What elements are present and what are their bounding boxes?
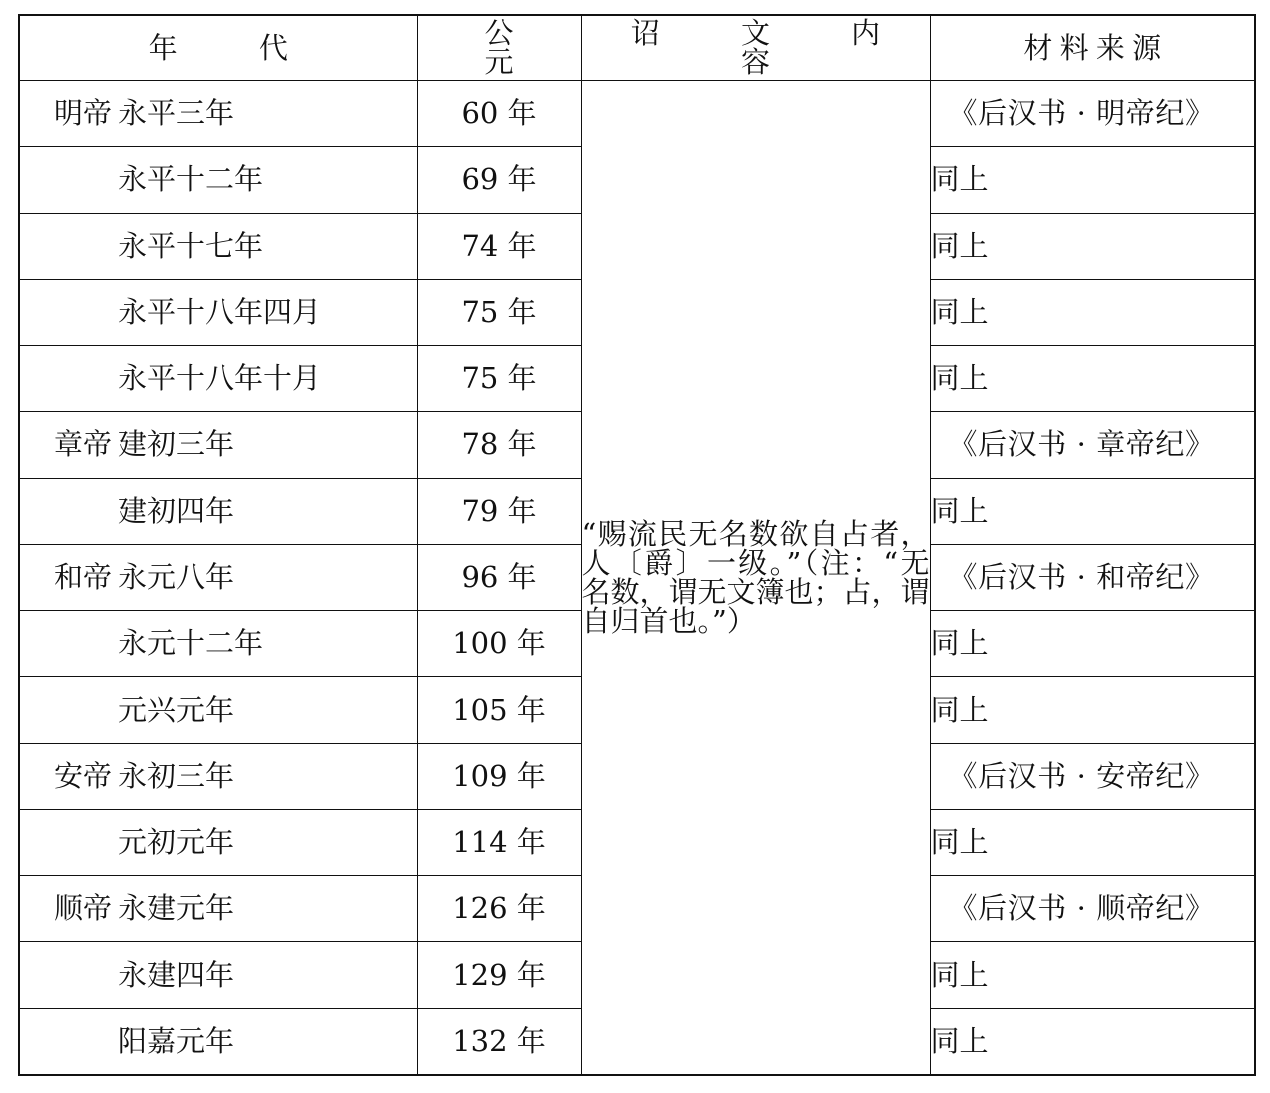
reign-year: 建初三年 — [118, 427, 235, 462]
source-reference: 同上 — [930, 478, 1255, 544]
ce-year: 75 年 — [417, 279, 581, 345]
ce-year: 114 年 — [417, 809, 581, 875]
reign-year: 永平十八年四月 — [118, 294, 322, 329]
source-reference: 同上 — [930, 1008, 1255, 1075]
emperor-name: 和帝 — [54, 559, 113, 594]
ce-year: 126 年 — [417, 876, 581, 942]
reign-year: 永元十二年 — [118, 626, 264, 661]
emperor-name: 章帝 — [54, 427, 113, 462]
header-row — [19, 15, 1255, 81]
source-reference: 同上 — [930, 346, 1255, 412]
era-cell — [19, 942, 417, 1008]
source-reference: 《后汉书 · 顺帝纪》 — [930, 876, 1255, 942]
ce-year: 96 年 — [417, 544, 581, 610]
ce-year: 60 年 — [417, 81, 581, 147]
reign-year: 建初四年 — [118, 493, 235, 528]
header-source: 材料来源 — [930, 15, 1255, 81]
source-reference: 同上 — [930, 213, 1255, 279]
era-cell — [19, 213, 417, 279]
reign-year: 元兴元年 — [118, 692, 235, 727]
header-era: 年 代 — [19, 15, 417, 81]
emperor-name: 明帝 — [54, 96, 113, 131]
era-cell — [19, 544, 417, 610]
ce-year: 100 年 — [417, 611, 581, 677]
ce-year: 109 年 — [417, 743, 581, 809]
reign-year: 永建四年 — [118, 957, 235, 992]
ce-year: 79 年 — [417, 478, 581, 544]
source-reference: 《后汉书 · 和帝纪》 — [930, 544, 1255, 610]
reign-year: 阳嘉元年 — [118, 1023, 235, 1058]
era-cell — [19, 147, 417, 213]
source-reference: 《后汉书 · 安帝纪》 — [930, 743, 1255, 809]
era-cell — [19, 677, 417, 743]
reign-year: 永元八年 — [118, 559, 235, 594]
reign-year: 永平三年 — [118, 96, 235, 131]
edicts-table — [18, 14, 1256, 1076]
source-reference: 《后汉书 · 章帝纪》 — [930, 412, 1255, 478]
era-cell — [19, 478, 417, 544]
edict-content: “赐流民无名数欲自占者，人〔爵〕一级。”（注：“无名数，谓无文簿也；占，谓自归首也。”） — [581, 81, 930, 1076]
reign-year: 永初三年 — [118, 758, 235, 793]
era-cell — [19, 611, 417, 677]
reign-year: 永平十二年 — [118, 162, 264, 197]
source-reference: 同上 — [930, 809, 1255, 875]
table-body — [19, 81, 1255, 1076]
era-cell — [19, 412, 417, 478]
source-reference: 同上 — [930, 611, 1255, 677]
source-reference: 同上 — [930, 147, 1255, 213]
emperor-name: 顺帝 — [54, 891, 113, 926]
source-reference: 同上 — [930, 677, 1255, 743]
reign-year: 永平十八年十月 — [118, 361, 322, 396]
ce-year: 129 年 — [417, 942, 581, 1008]
table-row — [19, 81, 1255, 147]
era-cell — [19, 346, 417, 412]
ce-year: 75 年 — [417, 346, 581, 412]
ce-year: 105 年 — [417, 677, 581, 743]
ce-year: 69 年 — [417, 147, 581, 213]
header-ce: 公 元 — [417, 15, 581, 81]
era-cell — [19, 1008, 417, 1075]
ce-year: 78 年 — [417, 412, 581, 478]
source-reference: 同上 — [930, 942, 1255, 1008]
reign-year: 永平十七年 — [118, 228, 264, 263]
era-cell — [19, 809, 417, 875]
source-reference: 同上 — [930, 279, 1255, 345]
era-cell — [19, 81, 417, 147]
era-cell — [19, 743, 417, 809]
era-cell — [19, 279, 417, 345]
header-content: 诏 文 内 容 — [581, 15, 930, 81]
ce-year: 132 年 — [417, 1008, 581, 1075]
ce-year: 74 年 — [417, 213, 581, 279]
era-cell — [19, 876, 417, 942]
reign-year: 永建元年 — [118, 891, 235, 926]
source-reference: 《后汉书 · 明帝纪》 — [930, 81, 1255, 147]
emperor-name: 安帝 — [54, 758, 113, 793]
reign-year: 元初元年 — [118, 825, 235, 860]
